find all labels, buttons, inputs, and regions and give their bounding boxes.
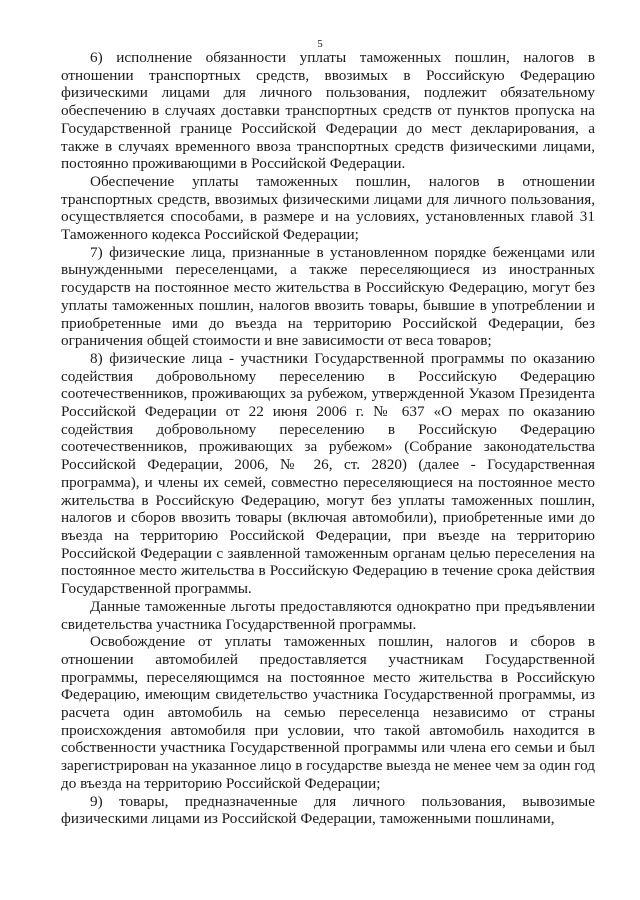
paragraph-security-method: Обеспечение уплаты таможенных пошлин, налогов в отношении транспортных средств, ввозимых физическими лицами для личного пользования, осуществляется способами, в размере и на условиях, установленных главой 31 Таможенного кодекса Российской Федерации;: [61, 172, 595, 244]
paragraph-car-exemption: Освобождение от уплаты таможенных пошлин, налогов и сборов в отношении автомобилей предоставляется участникам Государственной программы, переселяющимся на постоянное место жительства в Российскую Федерацию, имеющим свидетельство участника Государственной программы, из расчета один автомобиль на семью переселенца независимо от страны происхождения автомобиля при условии, что такой автомобиль находится в собственности участника Государственной программы или члена его семьи и был зарегистрирован на указанное лицо в государстве выезда не менее чем за один год до въезда на территорию Российской Федерации;: [61, 633, 595, 792]
paragraph-item-8: 8) физические лица - участники Государственной программы по оказанию содействия добровольному переселению в Российскую Федерацию соотечественников, проживающих за рубежом, утвержденной Указом Президента Российской Федерации от 22 июня 2006 г. № 637 «О мерах по оказанию содействия добровольному переселению в Российскую Федерацию соотечественников, проживающих за рубежом» (Собрание законодательства Российской Федерации, 2006, № 26, ст. 2820) (далее - Государственная программа), и члены их семей, совместно переселяющиеся на постоянное место жительства в Российскую Федерацию, могут без уплаты таможенных пошлин, налогов и сборов ввозить товары (включая автомобили), приобретенные ими до въезда на территорию Российской Федерации, при въезде на территорию Российской Федерации с заявленной таможенным органам целью переселения на постоянное место жительства в Российскую Федерацию в течение срока действия Государственной программы.: [61, 349, 595, 598]
paragraph-item-9: 9) товары, предназначенные для личного пользования, вывозимые физическими лицами из Российской Федерации, таможенными пошлинами,: [61, 792, 595, 828]
paragraph-one-time-benefit: Данные таможенные льготы предоставляются однократно при предъявлении свидетельства участника Государственной программы.: [61, 597, 595, 633]
document-body: [61, 49, 595, 828]
page-number: 5: [317, 38, 323, 50]
paragraph-item-6: 6) исполнение обязанности уплаты таможенных пошлин, налогов в отношении транспортных средств, ввозимых в Российскую Федерацию физическими лицами для личного пользования, подлежит обязательному обеспечению в случаях доставки транспортных средств от пунктов пропуска на Государственной границе Российской Федерации до мест декларирования, а также в случаях временного ввоза транспортных средств физическими лицами, постоянно проживающими в Российской Федерации.: [61, 49, 595, 173]
paragraph-item-7: 7) физические лица, признанные в установленном порядке беженцами или вынужденными переселенцами, а также переселяющиеся из иностранных государств на постоянное место жительства в Российскую Федерацию, могут без уплаты таможенных пошлин, налогов ввозить товары, бывшие в употреблении и приобретенные ими до въезда на территорию Российской Федерации, без ограничения общей стоимости и вне зависимости от веса товаров;: [61, 243, 595, 350]
